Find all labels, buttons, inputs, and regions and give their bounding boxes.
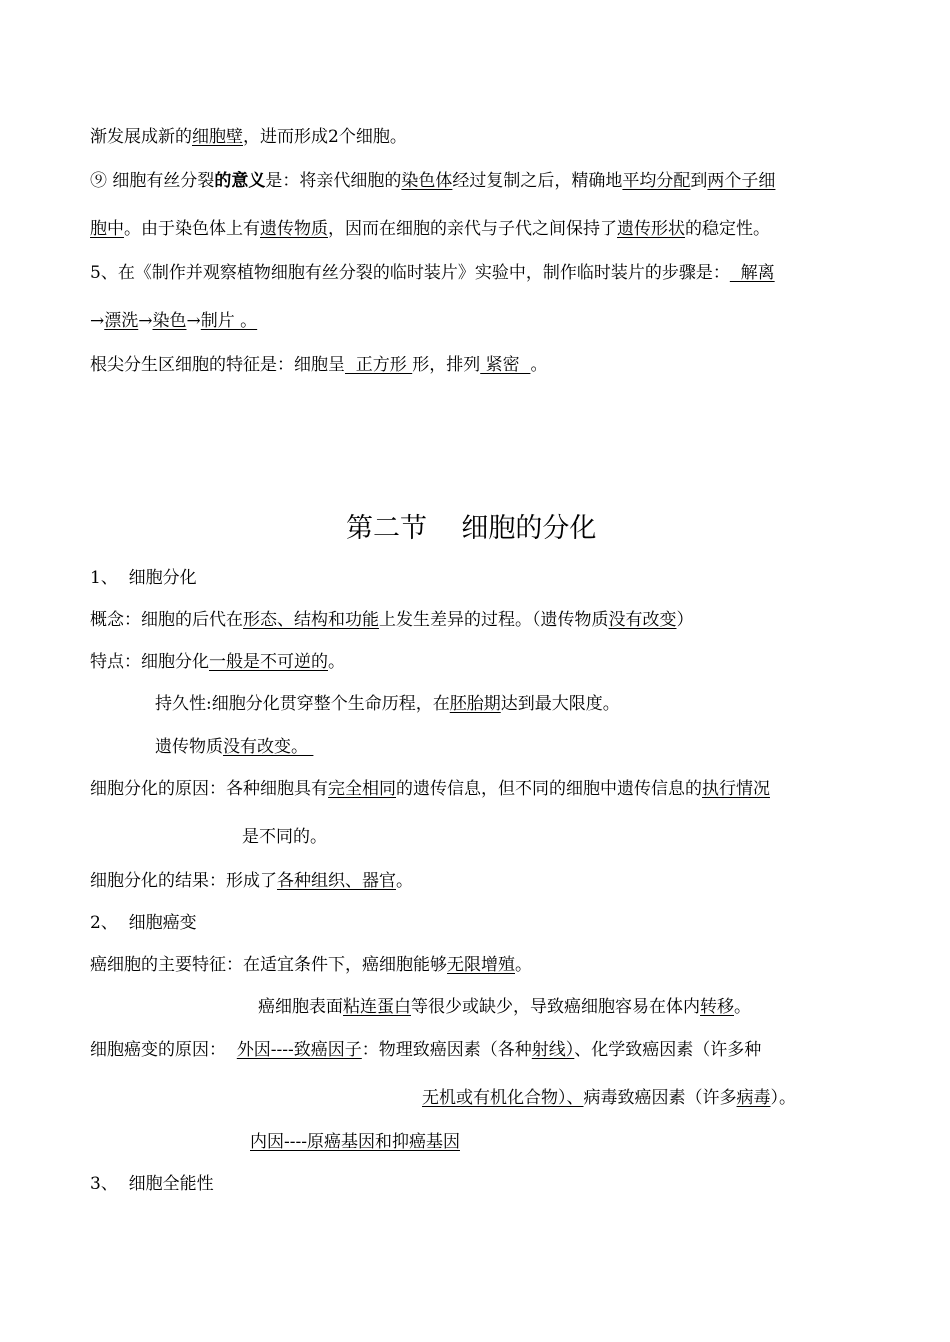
text-line [90, 1173, 214, 1195]
text-line [90, 609, 694, 631]
underlined-answer: 粘连蛋白 [343, 997, 411, 1017]
text-line [155, 693, 620, 715]
text-segment: 。 [396, 871, 413, 891]
underlined-answer: 制片 。 [200, 311, 258, 331]
text-segment: 。由于染色体上有 [124, 219, 260, 239]
text-segment: 细胞分化的结果：形成了 [90, 871, 277, 891]
text-segment: 经过复制之后，精确地 [452, 171, 623, 191]
text-segment: 。 [515, 955, 532, 975]
text-segment: → [186, 311, 201, 331]
text-line [90, 262, 775, 284]
text-segment: 第二节 细胞的分化 [346, 513, 597, 544]
underlined-answer: 解离 [729, 263, 775, 283]
text-line [90, 354, 547, 376]
text-line [90, 567, 197, 589]
underlined-answer: 胞中 [90, 219, 124, 239]
underlined-answer: 两个子细 [707, 171, 776, 191]
text-line [90, 1039, 761, 1061]
underlined-answer: 遗传物质 [260, 219, 328, 239]
text-segment: 。 [734, 997, 751, 1017]
text-line [242, 826, 327, 848]
text-segment: 2、 细胞癌变 [90, 913, 197, 933]
text-segment: 2 [328, 127, 339, 147]
underlined-answer: 射线） [531, 1040, 575, 1060]
underlined-answer: 执行情况 [702, 779, 770, 799]
section-title [346, 512, 596, 546]
text-segment: 等很少或缺少，导致癌细胞容易在体内 [411, 997, 700, 1017]
text-line [422, 1087, 796, 1109]
underlined-answer: 各种组织、器官 [277, 871, 396, 891]
text-segment: 5、在《制作并观察植物细胞有丝分裂的临时装片》实验中，制作临时装片的步骤是： [90, 263, 730, 283]
text-segment: ，进而形成 [243, 127, 328, 147]
text-line [90, 126, 407, 148]
underlined-answer: 胚胎期 [449, 694, 501, 714]
text-segment: ：物理致癌因素（各种 [361, 1040, 532, 1060]
underlined-answer: 外因----致癌因子 [236, 1040, 362, 1060]
text-line [90, 218, 770, 240]
underlined-answer: 染色体 [401, 171, 453, 191]
text-segment: 概念：细胞的后代在 [90, 610, 243, 630]
text-segment: 。 [328, 652, 345, 672]
underlined-answer: 形态、结构和功能 [243, 610, 379, 630]
underlined-answer: 无机或有机化合物）、 [422, 1088, 584, 1108]
text-segment: 达到最大限度。 [500, 694, 620, 714]
text-segment: 、化学致癌因素（许多种 [574, 1040, 762, 1060]
text-segment: 持久性:细胞分化贯穿整个生命历程，在 [155, 694, 450, 714]
text-line [258, 996, 751, 1018]
text-segment: 的稳定性。 [685, 219, 770, 239]
text-segment: 是不同的。 [242, 827, 327, 847]
text-line [90, 310, 257, 332]
text-line [250, 1131, 460, 1153]
underlined-answer: 细胞壁 [192, 127, 243, 147]
text-segment: 癌细胞的主要特征：在适宜条件下，癌细胞能够 [90, 955, 447, 975]
text-segment: 细胞癌变的原因： [90, 1040, 237, 1060]
underlined-answer: 病毒 [736, 1088, 771, 1108]
underlined-answer: 没有改变 [608, 610, 677, 630]
text-segment: 的遗传信息，但不同的细胞中遗传信息的 [396, 779, 702, 799]
text-line [155, 736, 313, 758]
text-segment: 上发生差异的过程。（遗传物质 [379, 610, 609, 630]
text-segment: → [138, 311, 153, 331]
text-line [90, 651, 345, 673]
text-line [90, 954, 532, 976]
underlined-answer: 转移 [700, 997, 734, 1017]
text-segment: 遗传物质 [155, 737, 223, 757]
text-line [90, 778, 770, 800]
text-segment: 病毒致癌因素（许多 [583, 1088, 737, 1108]
text-segment: 形，排列 [412, 355, 481, 375]
text-segment: 到 [690, 171, 708, 191]
text-segment: 的意义 [214, 171, 266, 191]
text-segment: 根尖分生区细胞的特征是：细胞呈 [90, 355, 345, 375]
underlined-answer: 正方形 [345, 355, 413, 375]
underlined-answer: 平均分配 [622, 171, 691, 191]
text-segment: ，因而在细胞的亲代与子代之间保持了 [328, 219, 617, 239]
text-segment: ⑨ 细胞有丝分裂 [90, 171, 215, 191]
text-line [90, 170, 775, 192]
text-segment: 癌细胞表面 [258, 997, 343, 1017]
text-segment: 个细胞。 [338, 127, 407, 147]
text-segment: → [90, 311, 105, 331]
text-segment: ） [676, 610, 694, 630]
text-line [90, 912, 197, 934]
text-segment: 。 [530, 355, 548, 375]
text-segment: 渐发展成新的 [90, 127, 192, 147]
underlined-answer: 没有改变。 [223, 737, 314, 757]
underlined-answer: 内因----原癌基因和抑癌基因 [250, 1132, 460, 1152]
text-segment: ）。 [770, 1088, 796, 1108]
underlined-answer: 完全相同 [328, 779, 396, 799]
text-segment: 3、 细胞全能性 [90, 1174, 214, 1194]
underlined-answer: 紧密 [480, 355, 531, 375]
underlined-answer: 一般是不可逆的 [209, 652, 328, 672]
underlined-answer: 漂洗 [104, 311, 139, 331]
underlined-answer: 遗传形状 [617, 219, 685, 239]
text-segment: 特点：细胞分化 [90, 652, 209, 672]
underlined-answer: 无限增殖 [447, 955, 515, 975]
underlined-answer: 染色 [152, 311, 187, 331]
text-segment: 1、 细胞分化 [90, 568, 197, 588]
text-line [90, 870, 413, 892]
text-segment: 细胞分化的原因：各种细胞具有 [90, 779, 328, 799]
text-segment: 是：将亲代细胞的 [265, 171, 402, 191]
